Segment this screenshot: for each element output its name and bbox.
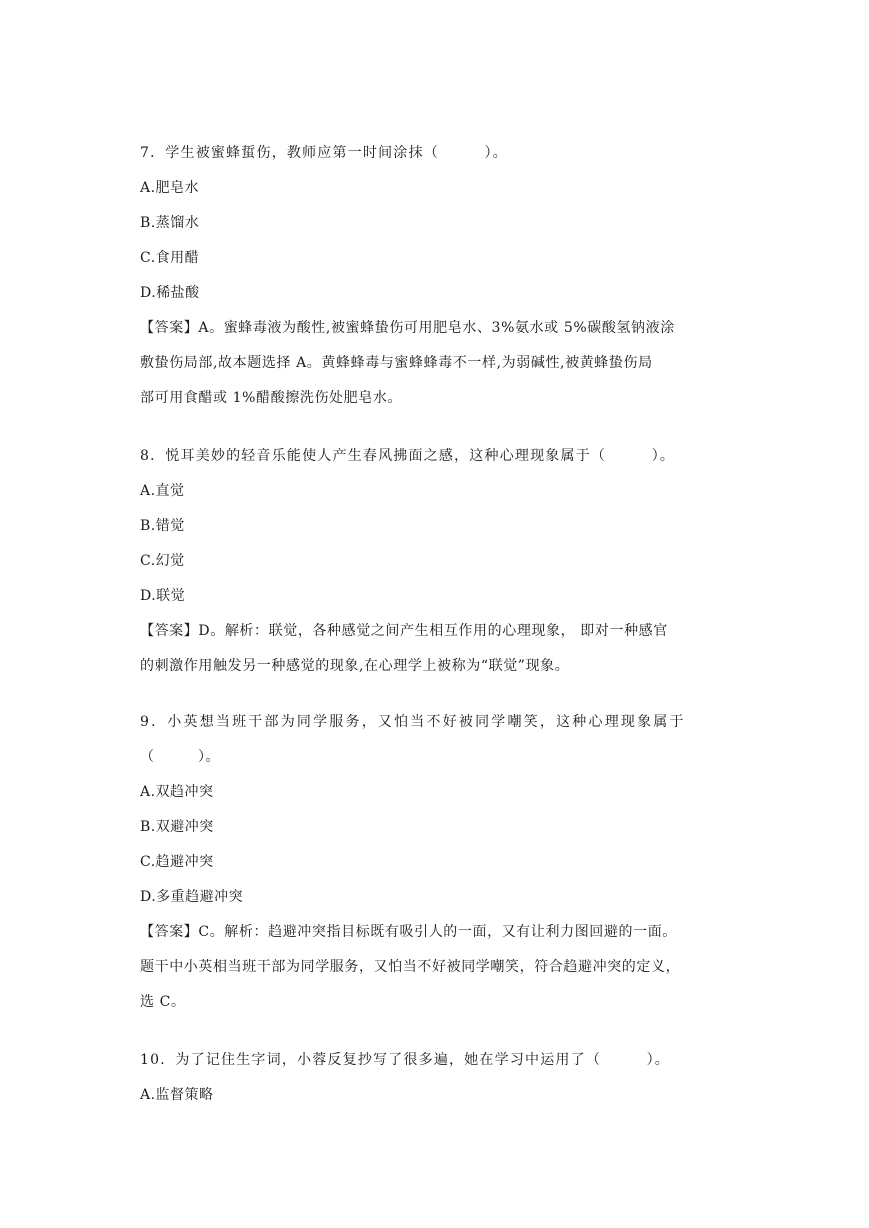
question-9-option-a: A.双趋冲突 [140,784,214,800]
question-7-answer-line-2: 敷蛰伤局部,故本题选择 A。黄蜂蜂毒与蜜蜂蜂毒不一样,为弱碱性,被黄蜂蛰伤局 [140,355,653,371]
question-9-stem-line-1: 9．小英想当班干部为同学服务，又怕当不好被同学嘲笑，这种心理现象属于 [140,714,686,730]
question-10-option-a: A.监督策略 [140,1087,214,1103]
question-8-answer-line-1: 【答案】D。解析：联觉，各种感觉之间产生相互作用的心理现象， 即对一种感官 [140,623,668,639]
question-8-option-c: C.幻觉 [140,553,185,569]
question-7-answer-line-3: 部可用食醋或 1%醋酸擦洗伤处肥皂水。 [140,390,403,406]
question-9-stem-line-2: （ ）。 [140,749,220,765]
question-9-option-c: C.趋避冲突 [140,854,214,870]
question-8-answer-line-2: 的刺激作用触发另一种感觉的现象,在心理学上被称为“联觉”现象。 [140,658,570,674]
question-10-stem: 10．为了记住生字词，小蓉反复抄写了很多遍，她在学习中运用了（ ）。 [140,1052,671,1068]
question-9-option-d: D.多重趋避冲突 [140,889,244,905]
question-9-answer-line-2: 题干中小英相当班干部为同学服务，又怕当不好被同学嘲笑，符合趋避冲突的定义， [140,959,681,975]
question-8-option-a: A.直觉 [140,483,185,499]
question-7-option-a: A.肥皂水 [140,180,200,196]
question-9-option-b: B.双避冲突 [140,819,214,835]
question-8-option-d: D.联觉 [140,588,186,604]
question-7-option-b: B.蒸馏水 [140,215,200,231]
question-7-option-c: C.食用醋 [140,250,200,266]
question-7-answer-line-1: 【答案】A。蜜蜂毒液为酸性,被蜜蜂蛰伤可用肥皂水、3%氨水或 5%碳酸氢钠液涂 [140,320,675,336]
question-7-stem: 7．学生被蜜蜂蜇伤，教师应第一时间涂抹（ ）。 [140,145,508,161]
question-7-option-d: D.稀盐酸 [140,285,200,301]
question-9-answer-line-1: 【答案】C。解析：趋避冲突指目标既有吸引人的一面，又有让利力图回避的一面。 [140,924,677,940]
question-9-answer-line-3: 选 C。 [140,994,186,1010]
question-8-stem: 8．悦耳美妙的轻音乐能使人产生春风拂面之感，这种心理现象属于（ ）。 [140,448,676,464]
question-8-option-b: B.错觉 [140,518,185,534]
